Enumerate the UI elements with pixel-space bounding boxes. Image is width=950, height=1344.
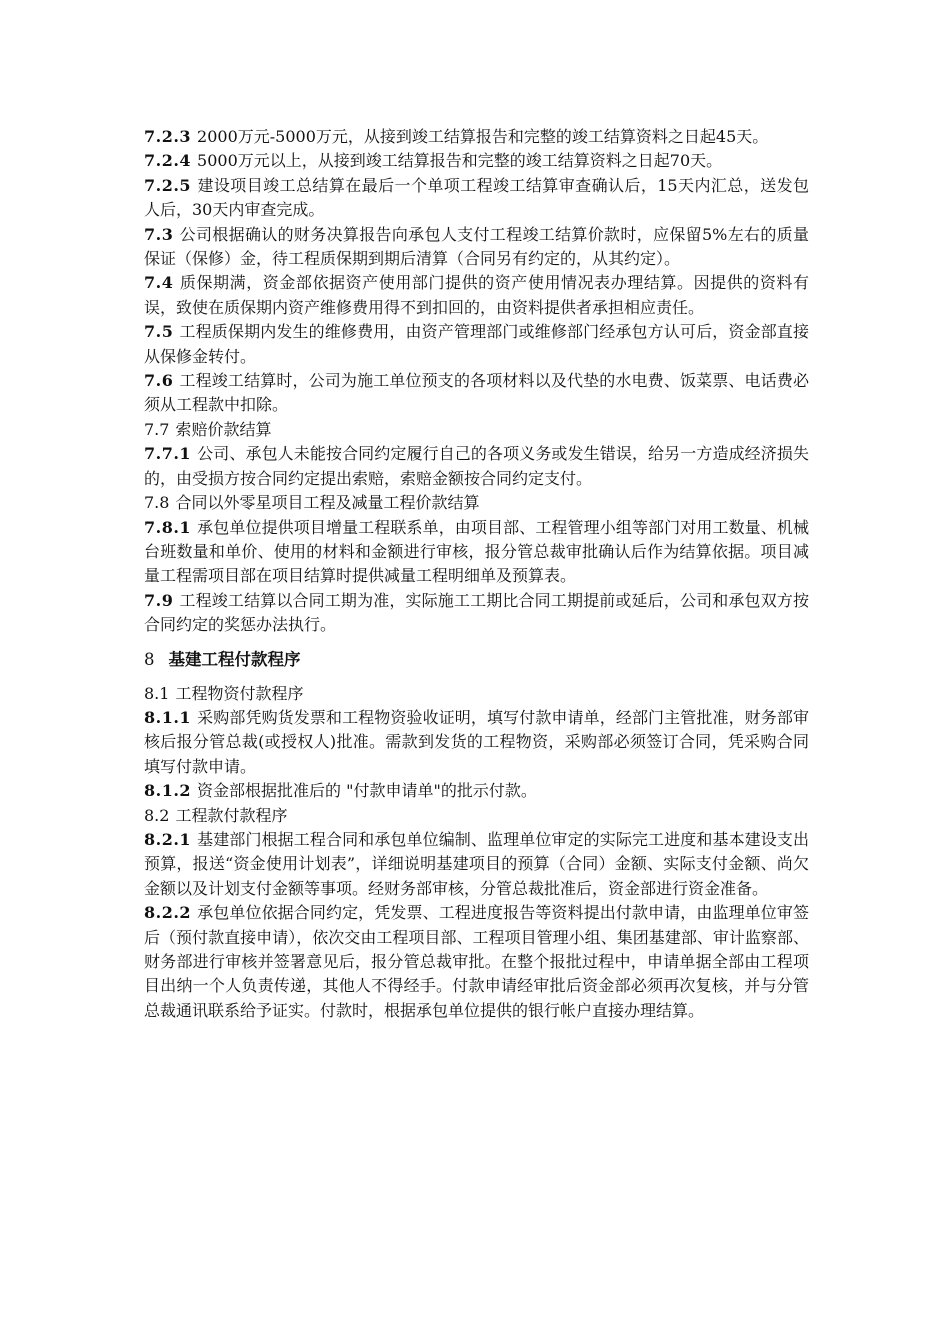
- clause-number: 7.3: [144, 224, 174, 244]
- clause-number: 8.2.1: [144, 829, 192, 849]
- clause-text: 工程物资付款程序: [175, 683, 304, 703]
- clause-number: 7.8: [144, 493, 170, 513]
- clause-paragraph: [144, 491, 809, 515]
- clause-text: 公司、承包人未能按合同约定履行自己的各项义务或发生错误，给另一方造成经济损失的，由受损方按合同约定提出索赔，索赔金额按合同约定支付。: [144, 444, 809, 488]
- clause-number: 7.5: [144, 322, 174, 342]
- clause-paragraph: [144, 125, 809, 149]
- clause-paragraph: [144, 442, 809, 491]
- clause-number: 7.2.3: [144, 127, 192, 146]
- section-8-list: [144, 682, 809, 1024]
- clause-paragraph: [144, 369, 809, 418]
- clause-paragraph: [144, 271, 809, 320]
- clause-text: 索赔价款结算: [175, 419, 272, 439]
- clause-paragraph: [144, 828, 809, 901]
- clause-number: 7.2.4: [144, 151, 192, 171]
- clause-paragraph: [144, 223, 809, 272]
- clause-paragraph: [144, 418, 809, 442]
- clause-paragraph: [144, 149, 809, 173]
- clause-number: 7.7: [144, 419, 170, 439]
- clause-number: 7.8.1: [144, 517, 192, 537]
- clause-paragraph: [144, 779, 809, 803]
- clause-paragraph: [144, 901, 809, 1023]
- clause-number: 7.7.1: [144, 444, 192, 464]
- clause-text: 工程款付款程序: [175, 805, 288, 825]
- clause-number: 8.1.2: [144, 781, 192, 801]
- section-8-number: 8: [144, 649, 155, 669]
- clause-text: 承包单位依据合同约定，凭发票、工程进度报告等资料提出付款申请，由监理单位审签后（预付款直接申请），依次交由工程项目部、工程项目管理小组、集团基建部、审计监察部、财务部进行审核并签署意见后，报分管总裁审批。在整个报批过程中，申请单据全部由工程项目出纳一个人负责传递，其他人不得经手。付款申请经审批后资金部必须再次复核，并与分管总裁通讯联系给予证实。付款时，根据承包单位提供的银行帐户直接办理结算。: [144, 903, 809, 1020]
- clause-number: 7.6: [144, 371, 174, 391]
- clause-text: 工程质保期内发生的维修费用，由资产管理部门或维修部门经承包方认可后，资金部直接从保修金转付。: [144, 322, 809, 366]
- clause-number: 7.2.5: [144, 175, 192, 195]
- section-7-list: [144, 125, 809, 638]
- clause-paragraph: [144, 804, 809, 828]
- clause-text: 质保期满，资金部依据资产使用部门提供的资产使用情况表办理结算。因提供的资料有误，致使在质保期内资产维修费用得不到扣回的，由资料提供者承担相应责任。: [144, 273, 809, 317]
- clause-text: 承包单位提供项目增量工程联系单，由项目部、工程管理小组等部门对用工数量、机械台班数量和单价、使用的材料和金额进行审核，报分管总裁审批确认后作为结算依据。项目减量工程需项目部在项目结算时提供减量工程明细单及预算表。: [144, 517, 809, 586]
- clause-paragraph: [144, 682, 809, 706]
- section-8-title: 基建工程付款程序: [168, 649, 301, 669]
- clause-text: 资金部根据批准后的 "付款申请单"的批示付款。: [197, 781, 537, 801]
- clause-number: 8.1: [144, 683, 170, 703]
- clause-text: 建设项目竣工总结算在最后一个单项工程竣工结算审查确认后，15天内汇总，送发包人后，30天内审查完成。: [144, 175, 809, 220]
- section-8-heading: [144, 648, 809, 672]
- clause-number: 7.4: [144, 273, 174, 293]
- clause-number: 7.9: [144, 590, 174, 610]
- clause-text: 工程竣工结算时，公司为施工单位预支的各项材料以及代垫的水电费、饭菜票、电话费必须从工程款中扣除。: [144, 371, 809, 415]
- clause-paragraph: [144, 320, 809, 369]
- clause-text: 5000万元以上，从接到竣工结算报告和完整的竣工结算资料之日起70天。: [197, 151, 723, 171]
- clause-number: 8.2: [144, 805, 170, 825]
- clause-text: 公司根据确认的财务决算报告向承包人支付工程竣工结算价款时，应保留5%左右的质量保证（保修）金，待工程质保期到期后清算（合同另有约定的，从其约定）。: [144, 224, 809, 269]
- clause-text: 2000万元-5000万元，从接到竣工结算报告和完整的竣工结算资料之日起45天。: [197, 127, 769, 146]
- clause-paragraph: [144, 174, 809, 223]
- clause-text: 采购部凭购货发票和工程物资验收证明，填写付款申请单，经部门主管批准，财务部审核后报分管总裁(或授权人)批准。需款到发货的工程物资，采购部必须签订合同，凭采购合同填写付款申请。: [144, 707, 809, 776]
- clause-paragraph: [144, 706, 809, 779]
- clause-number: 8.2.2: [144, 903, 192, 923]
- clause-text: 基建部门根据工程合同和承包单位编制、监理单位审定的实际完工进度和基本建设支出预算，报送“资金使用计划表”，详细说明基建项目的预算（合同）金额、实际支付金额、尚欠金额以及计划支付金额等事项。经财务部审核，分管总裁批准后，资金部进行资金准备。: [144, 829, 809, 898]
- clause-paragraph: [144, 516, 809, 589]
- clause-text: 合同以外零星项目工程及减量工程价款结算: [175, 493, 480, 513]
- clause-number: 8.1.1: [144, 707, 192, 727]
- document-page: [144, 125, 809, 1023]
- clause-paragraph: [144, 589, 809, 638]
- clause-text: 工程竣工结算以合同工期为准，实际施工工期比合同工期提前或延后，公司和承包双方按合同约定的奖惩办法执行。: [144, 590, 809, 635]
